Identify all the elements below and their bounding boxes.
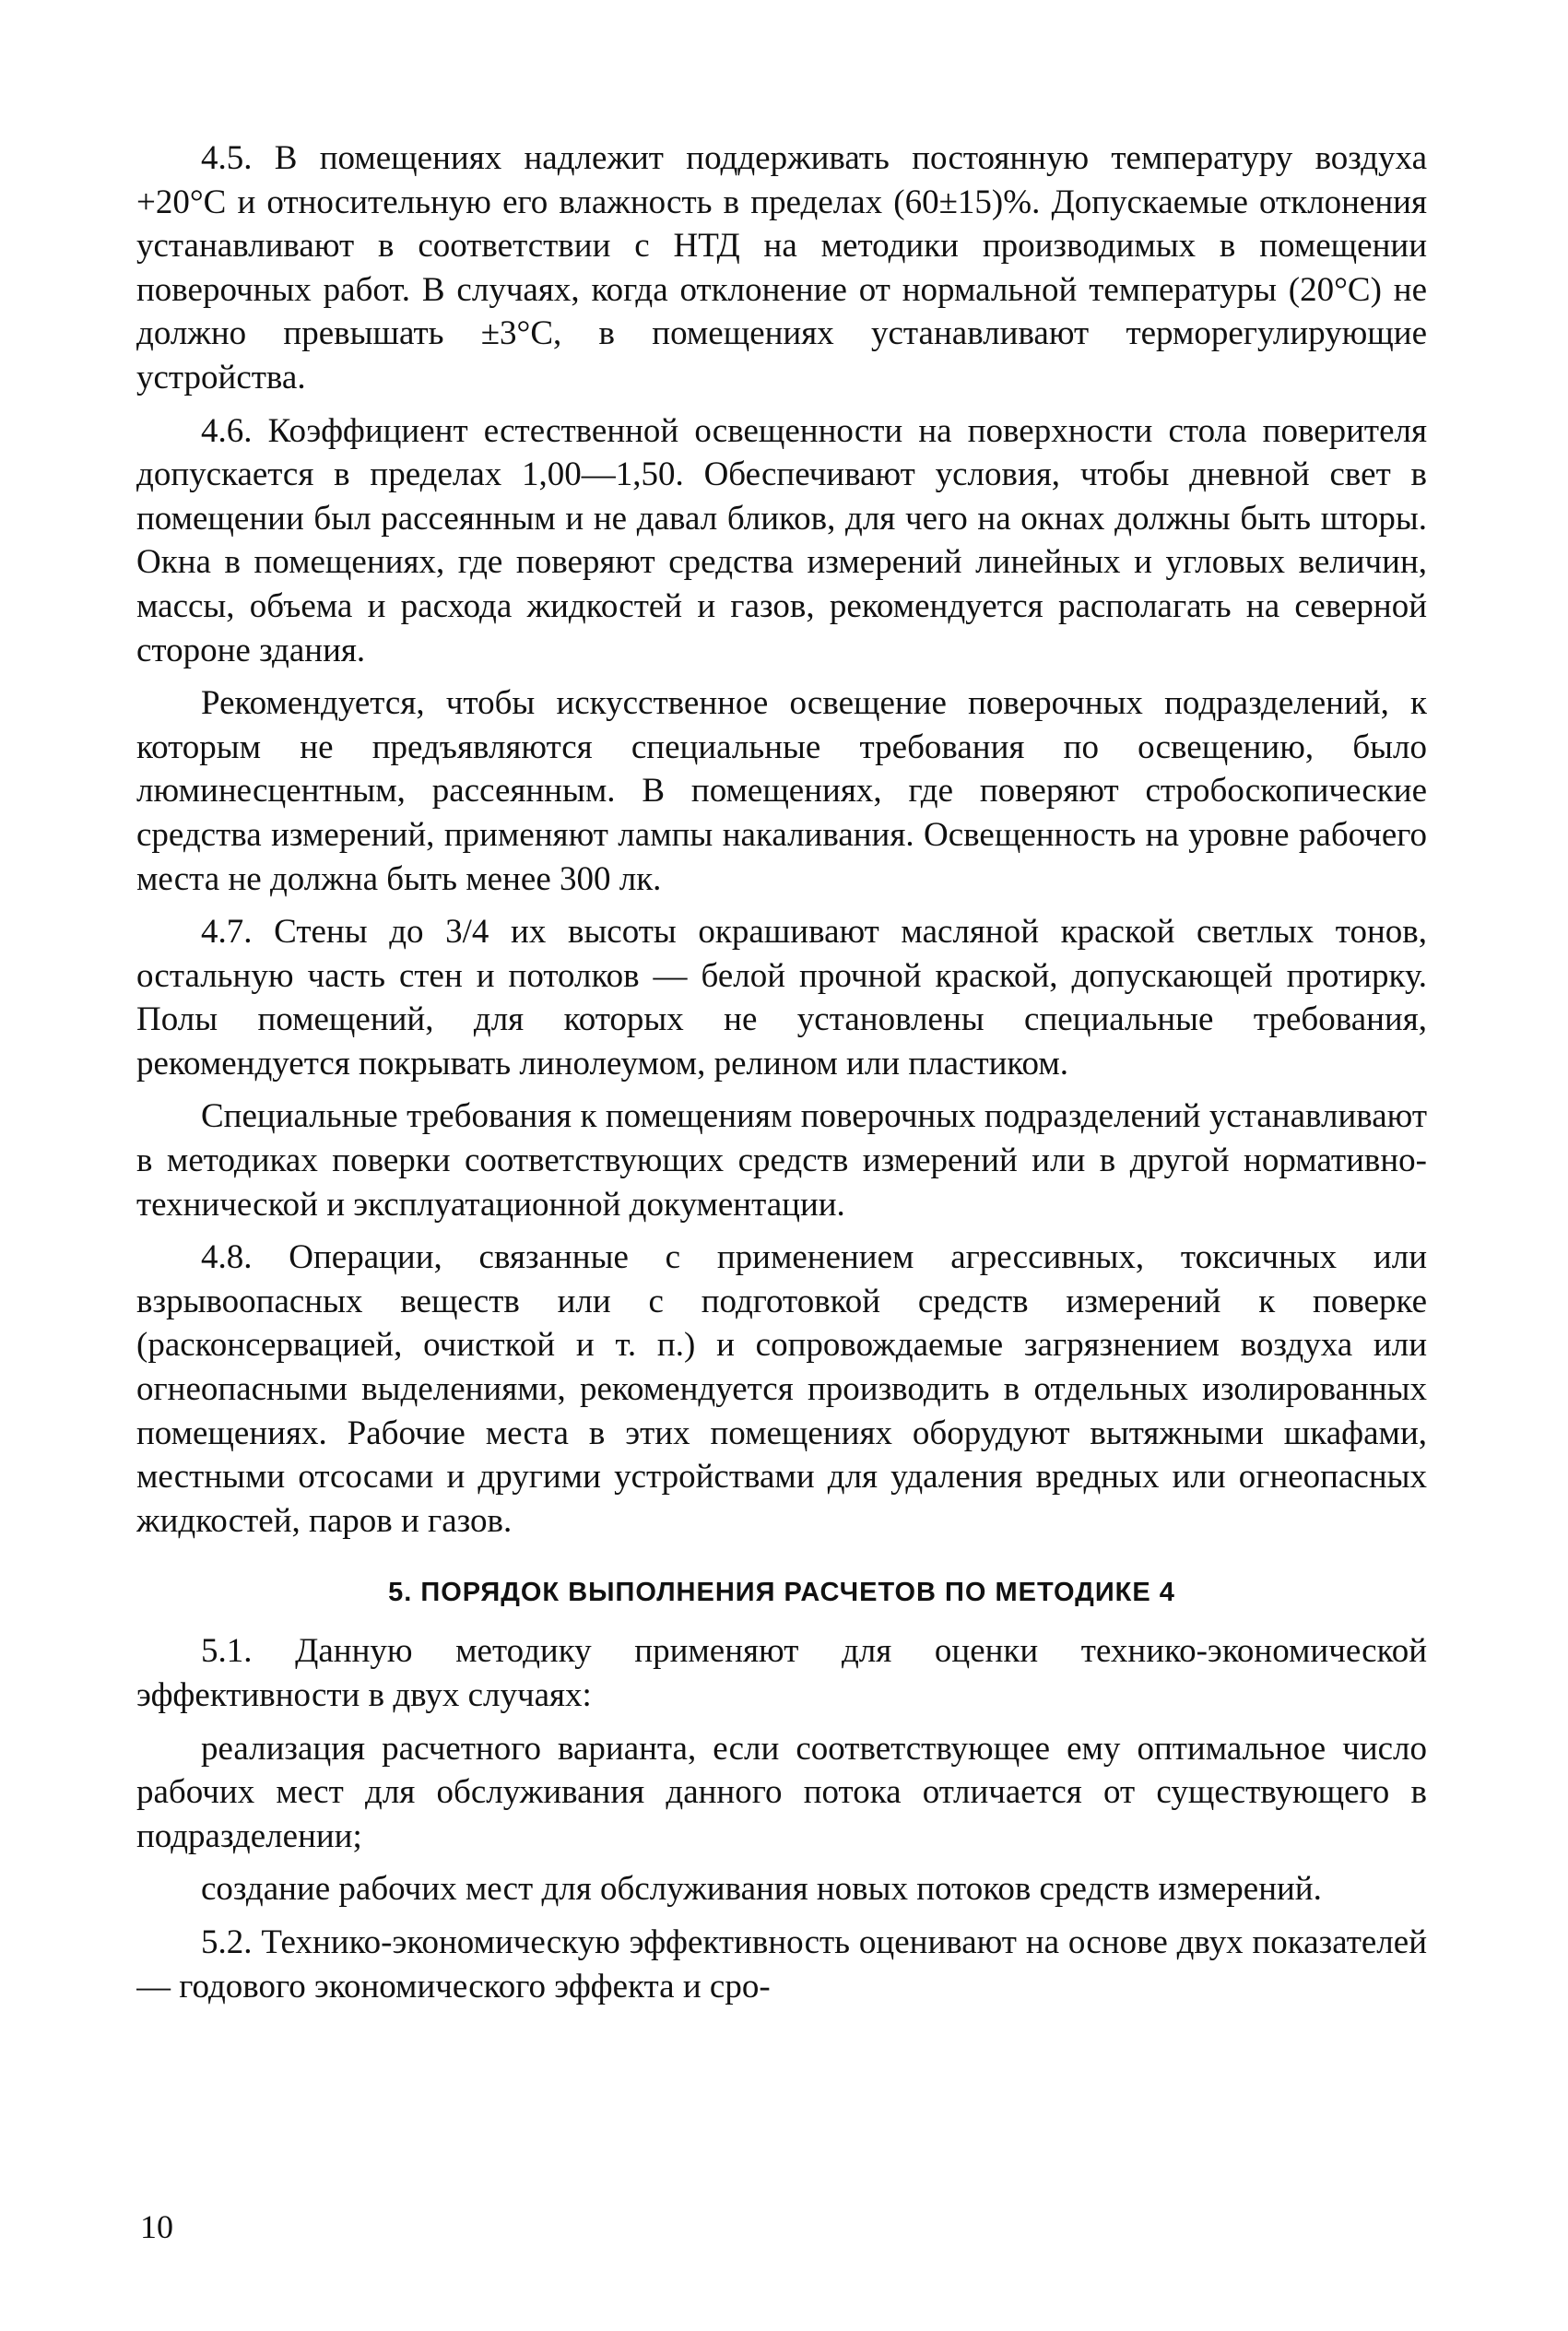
paragraph-5-1-case-1: реализация расчетного варианта, если соответствующее ему оптимальное число рабочих мест для обслуживания данного потока отличается от существующего в подразделении; — [136, 1729, 1427, 1855]
paragraph-4-8: 4.8. Операции, связанные с применением агрессивных, токсичных или взрывоопасных веществ или с подготовкой средств измерений к поверке (расконсервацией, очисткой и т. п.) и сопровождаемые загрязнением воздуха или огнеопасными выделениями, рекомендуется производить в отдельных изолированных помещениях. Рабочие места в этих помещениях оборудуют вытяжными шкафами, местными отсосами и другими устройствами для удаления вредных или огнеопасных жидкостей, паров и газов. — [136, 1238, 1427, 1540]
paragraph-4-7-requirements: Специальные требования к помещениям поверочных подразделений устанавливают в методиках поверки соответствующих средств измерений или в другой нормативно-технической и эксплуатационной документации. — [136, 1097, 1427, 1224]
paragraph-4-7: 4.7. Стены до 3/4 их высоты окрашивают масляной краской светлых тонов, остальную часть стен и потолков — белой прочной краской, допускающей протирку. Полы помещений, для которых не установлены специальные требования, рекомендуется покрывать линолеумом, релином или пластиком. — [136, 913, 1427, 1083]
paragraph-5-1: 5.1. Данную методику применяют для оценки технико-экономической эффективности в двух случаях: — [136, 1632, 1427, 1714]
paragraph-5-2: 5.2. Технико-экономическую эффективность оценивают на основе двух показателей — годового экономического эффекта и сро- — [136, 1923, 1427, 2006]
document-page — [136, 136, 1427, 2285]
page-number: 10 — [140, 2208, 173, 2245]
paragraph-4-6-lighting: Рекомендуется, чтобы искусственное освещение поверочных подразделений, к которым не предъявляются специальные требования по освещению, было люминесцентным, рассеянным. В помещениях, где поверяют стробоскопические средства измерений, применяют лампы накаливания. Освещенность на уровне рабочего места не должна быть менее 300 лк. — [136, 684, 1427, 898]
section-5-heading: 5. ПОРЯДОК ВЫПОЛНЕНИЯ РАСЧЕТОВ ПО МЕТОДИКЕ 4 — [388, 1578, 1175, 1608]
paragraph-5-1-case-2: создание рабочих мест для обслуживания новых потоков средств измерений. — [201, 1870, 1322, 1909]
paragraph-4-5: 4.5. В помещениях надлежит поддерживать постоянную температуру воздуха +20°C и относительную его влажность в пределах (60±15)%. Допускаемые отклонения устанавливают в соответствии с НТД на методики производимых в помещении поверочных работ. В случаях, когда отклонение от нормальной температуры (20°C) не должно превышать ±3°C, в помещениях устанавливают терморегулирующие устройства. — [136, 139, 1427, 396]
paragraph-4-6: 4.6. Коэффициент естественной освещенности на поверхности стола поверителя допускается в пределах 1,00—1,50. Обеспечивают условия, чтобы дневной свет в помещении был рассеянным и не давал бликов, для чего на окнах должны быть шторы. Окна в помещениях, где поверяют средства измерений линейных и угловых величин, массы, объема и расхода жидкостей и газов, рекомендуется располагать на северной стороне здания. — [136, 411, 1427, 669]
